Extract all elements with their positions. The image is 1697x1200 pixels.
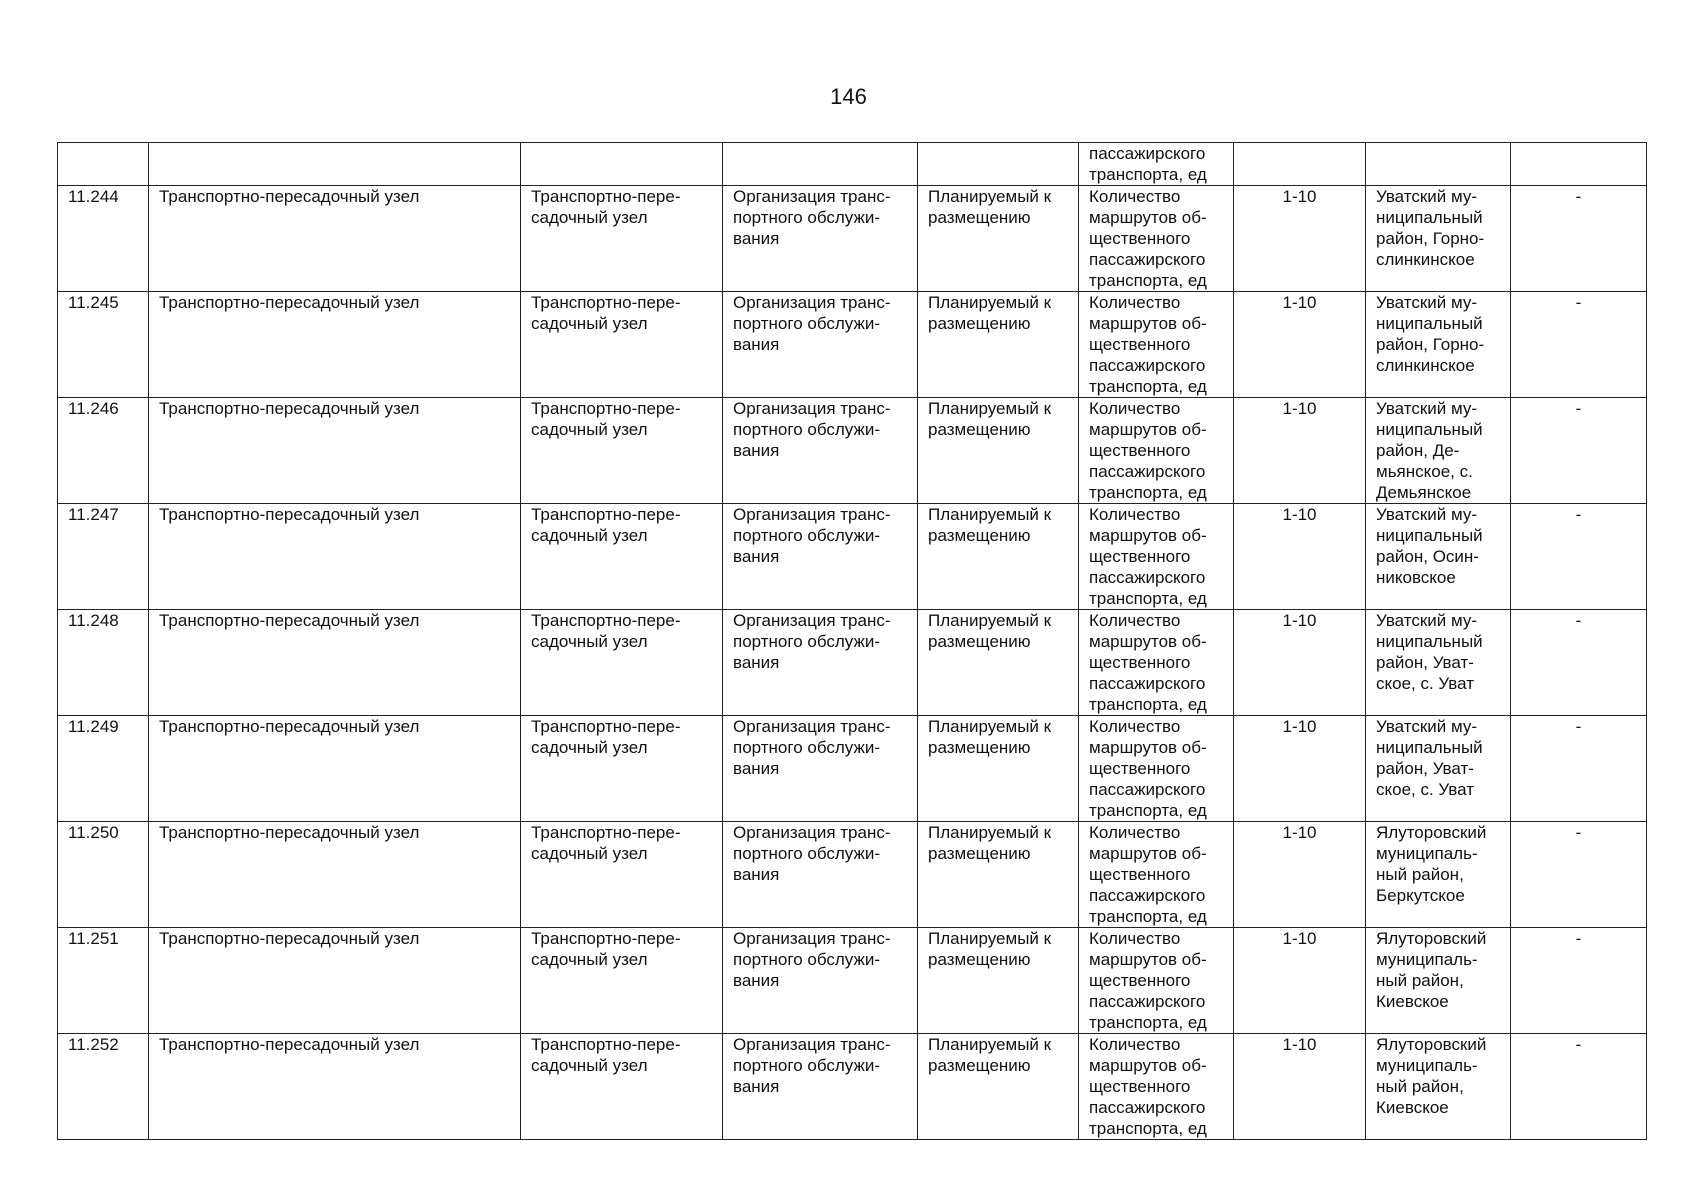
cell-indicator xyxy=(1079,186,1234,292)
value-text: 1-10 xyxy=(1282,929,1317,948)
cell-name xyxy=(149,928,521,1034)
cell-type xyxy=(521,292,723,398)
cell-zone xyxy=(1511,1034,1647,1140)
zone-text: - xyxy=(1575,505,1582,524)
type-text: Транспортно-пере- садочный узел xyxy=(531,611,681,651)
cell-type xyxy=(521,1034,723,1140)
num-text: 11.248 xyxy=(68,611,119,630)
value-text: 1-10 xyxy=(1282,823,1317,842)
cell-purpose xyxy=(723,610,918,716)
cell-location xyxy=(1366,822,1511,928)
type-text: Транспортно-пере- садочный узел xyxy=(531,823,681,863)
cell-type xyxy=(521,398,723,504)
cell-value xyxy=(1234,143,1366,186)
zone-text: - xyxy=(1575,293,1582,312)
zone-text: - xyxy=(1575,823,1582,842)
name-text: Транспортно-пересадочный узел xyxy=(159,187,420,206)
type-text: Транспортно-пере- садочный узел xyxy=(531,187,681,227)
status-text: Планируемый к размещению xyxy=(928,823,1052,863)
status-text: Планируемый к размещению xyxy=(928,1035,1052,1075)
cell-name xyxy=(149,398,521,504)
cell-status xyxy=(918,610,1079,716)
cell-type xyxy=(521,822,723,928)
cell-status xyxy=(918,822,1079,928)
cell-num xyxy=(58,292,149,398)
purpose-text: Организация транс- портного обслужи- вания xyxy=(733,717,891,778)
purpose-text: Организация транс- портного обслужи- вания xyxy=(733,611,891,672)
cell-num xyxy=(58,928,149,1034)
cell-status xyxy=(918,292,1079,398)
cell-location xyxy=(1366,504,1511,610)
location-text: Ялуторовский муниципаль- ный район, Киевское xyxy=(1376,929,1487,1011)
cell-purpose xyxy=(723,716,918,822)
purpose-text: Организация транс- портного обслужи- вания xyxy=(733,505,891,566)
num-text: 11.251 xyxy=(68,929,119,948)
name-text: Транспортно-пересадочный узел xyxy=(159,717,420,736)
cell-zone xyxy=(1511,186,1647,292)
zone-text: - xyxy=(1575,1035,1582,1054)
purpose-text: Организация транс- портного обслужи- вания xyxy=(733,823,891,884)
status-text: Планируемый к размещению xyxy=(928,399,1052,439)
purpose-text: Организация транс- портного обслужи- вания xyxy=(733,929,891,990)
location-text: Уватский му- ниципальный район, Горно- слинкинское xyxy=(1376,187,1485,269)
type-text: Транспортно-пере- садочный узел xyxy=(531,929,681,969)
cell-num xyxy=(58,716,149,822)
status-text: Планируемый к размещению xyxy=(928,505,1052,545)
table-row xyxy=(58,398,1647,504)
purpose-text: Организация транс- портного обслужи- вания xyxy=(733,399,891,460)
value-text: 1-10 xyxy=(1282,505,1317,524)
cell-zone xyxy=(1511,292,1647,398)
cell-purpose xyxy=(723,1034,918,1140)
cell-name xyxy=(149,610,521,716)
cell-type xyxy=(521,504,723,610)
indicator-text: Количество маршрутов об- щественного пассажирского транспорта, ед xyxy=(1089,717,1207,820)
name-text: Транспортно-пересадочный узел xyxy=(159,399,420,418)
location-text: Уватский му- ниципальный район, Де- мьянское, с. Демьянское xyxy=(1376,399,1483,502)
cell-value xyxy=(1234,1034,1366,1140)
cell-indicator xyxy=(1079,716,1234,822)
indicator-text: Количество маршрутов об- щественного пассажирского транспорта, ед xyxy=(1089,399,1207,502)
cell-num xyxy=(58,143,149,186)
location-text: Уватский му- ниципальный район, Уват- ское, с. Уват xyxy=(1376,717,1483,799)
cell-value xyxy=(1234,504,1366,610)
cell-location xyxy=(1366,1034,1511,1140)
zone-text: - xyxy=(1575,929,1582,948)
status-text: Планируемый к размещению xyxy=(928,717,1052,757)
cell-status xyxy=(918,716,1079,822)
cell-type xyxy=(521,610,723,716)
num-text: 11.252 xyxy=(68,1035,119,1054)
indicator-text: Количество маршрутов об- щественного пассажирского транспорта, ед xyxy=(1089,611,1207,714)
cell-indicator xyxy=(1079,610,1234,716)
cell-status xyxy=(918,504,1079,610)
name-text: Транспортно-пересадочный узел xyxy=(159,929,420,948)
cell-location xyxy=(1366,928,1511,1034)
zone-text: - xyxy=(1575,399,1582,418)
name-text: Транспортно-пересадочный узел xyxy=(159,1035,420,1054)
cell-num xyxy=(58,822,149,928)
table-body xyxy=(58,143,1647,1140)
cell-name xyxy=(149,1034,521,1140)
type-text: Транспортно-пере- садочный узел xyxy=(531,717,681,757)
cell-indicator xyxy=(1079,822,1234,928)
cell-type xyxy=(521,928,723,1034)
purpose-text: Организация транс- портного обслужи- вания xyxy=(733,1035,891,1096)
cell-type xyxy=(521,186,723,292)
type-text: Транспортно-пере- садочный узел xyxy=(531,293,681,333)
registry-table xyxy=(57,142,1647,1140)
cell-value xyxy=(1234,292,1366,398)
cell-num xyxy=(58,186,149,292)
cell-zone xyxy=(1511,398,1647,504)
indicator-text: Количество маршрутов об- щественного пассажирского транспорта, ед xyxy=(1089,505,1207,608)
cell-type xyxy=(521,716,723,822)
cell-status xyxy=(918,143,1079,186)
num-text: 11.244 xyxy=(68,187,119,206)
cell-location xyxy=(1366,398,1511,504)
location-text: Ялуторовский муниципаль- ный район, Киевское xyxy=(1376,1035,1487,1117)
page-number: 146 xyxy=(830,84,867,109)
cell-purpose xyxy=(723,143,918,186)
cell-value xyxy=(1234,186,1366,292)
value-text: 1-10 xyxy=(1282,717,1317,736)
cell-status xyxy=(918,186,1079,292)
cell-name xyxy=(149,292,521,398)
cell-purpose xyxy=(723,398,918,504)
zone-text: - xyxy=(1575,611,1582,630)
cell-name xyxy=(149,186,521,292)
num-text: 11.250 xyxy=(68,823,119,842)
name-text: Транспортно-пересадочный узел xyxy=(159,293,420,312)
cell-zone xyxy=(1511,716,1647,822)
cell-indicator xyxy=(1079,1034,1234,1140)
name-text: Транспортно-пересадочный узел xyxy=(159,823,420,842)
cell-name xyxy=(149,143,521,186)
cell-value xyxy=(1234,610,1366,716)
cell-indicator xyxy=(1079,143,1234,186)
cell-name xyxy=(149,716,521,822)
cell-indicator xyxy=(1079,504,1234,610)
indicator-text: Количество маршрутов об- щественного пассажирского транспорта, ед xyxy=(1089,187,1207,290)
location-text: Уватский му- ниципальный район, Уват- ское, с. Уват xyxy=(1376,611,1483,693)
table-row xyxy=(58,292,1647,398)
cell-num xyxy=(58,398,149,504)
indicator-text: Количество маршрутов об- щественного пассажирского транспорта, ед xyxy=(1089,1035,1207,1138)
table-row xyxy=(58,504,1647,610)
cell-purpose xyxy=(723,504,918,610)
cell-name xyxy=(149,822,521,928)
type-text: Транспортно-пере- садочный узел xyxy=(531,399,681,439)
status-text: Планируемый к размещению xyxy=(928,293,1052,333)
cell-zone xyxy=(1511,143,1647,186)
num-text: 11.245 xyxy=(68,293,119,312)
indicator-text: пассажирского транспорта, ед xyxy=(1089,144,1207,184)
table-row xyxy=(58,928,1647,1034)
cell-zone xyxy=(1511,928,1647,1034)
table-row xyxy=(58,822,1647,928)
cell-location xyxy=(1366,292,1511,398)
name-text: Транспортно-пересадочный узел xyxy=(159,505,420,524)
value-text: 1-10 xyxy=(1282,187,1317,206)
type-text: Транспортно-пере- садочный узел xyxy=(531,505,681,545)
cell-value xyxy=(1234,928,1366,1034)
cell-indicator xyxy=(1079,398,1234,504)
indicator-text: Количество маршрутов об- щественного пассажирского транспорта, ед xyxy=(1089,929,1207,1032)
cell-zone xyxy=(1511,504,1647,610)
location-text: Уватский му- ниципальный район, Горно- слинкинское xyxy=(1376,293,1485,375)
purpose-text: Организация транс- портного обслужи- вания xyxy=(733,187,891,248)
table-row xyxy=(58,1034,1647,1140)
value-text: 1-10 xyxy=(1282,293,1317,312)
cell-num xyxy=(58,1034,149,1140)
cell-location xyxy=(1366,186,1511,292)
cell-purpose xyxy=(723,928,918,1034)
status-text: Планируемый к размещению xyxy=(928,611,1052,651)
cell-value xyxy=(1234,716,1366,822)
table-row xyxy=(58,716,1647,822)
location-text: Уватский му- ниципальный район, Осин- никовское xyxy=(1376,505,1483,587)
cell-indicator xyxy=(1079,928,1234,1034)
cell-type xyxy=(521,143,723,186)
zone-text: - xyxy=(1575,717,1582,736)
cell-status xyxy=(918,398,1079,504)
value-text: 1-10 xyxy=(1282,399,1317,418)
cell-num xyxy=(58,610,149,716)
cell-location xyxy=(1366,610,1511,716)
name-text: Транспортно-пересадочный узел xyxy=(159,611,420,630)
cell-indicator xyxy=(1079,292,1234,398)
indicator-text: Количество маршрутов об- щественного пассажирского транспорта, ед xyxy=(1089,823,1207,926)
table-row xyxy=(58,186,1647,292)
status-text: Планируемый к размещению xyxy=(928,187,1052,227)
cell-status xyxy=(918,1034,1079,1140)
num-text: 11.246 xyxy=(68,399,119,418)
cell-zone xyxy=(1511,610,1647,716)
zone-text: - xyxy=(1575,187,1582,206)
cell-value xyxy=(1234,398,1366,504)
num-text: 11.247 xyxy=(68,505,119,524)
cell-status xyxy=(918,928,1079,1034)
cell-value xyxy=(1234,822,1366,928)
table-row xyxy=(58,610,1647,716)
indicator-text: Количество маршрутов об- щественного пассажирского транспорта, ед xyxy=(1089,293,1207,396)
num-text: 11.249 xyxy=(68,717,119,736)
value-text: 1-10 xyxy=(1282,611,1317,630)
value-text: 1-10 xyxy=(1282,1035,1317,1054)
cell-purpose xyxy=(723,292,918,398)
table-row-continuation xyxy=(58,143,1647,186)
cell-location xyxy=(1366,716,1511,822)
status-text: Планируемый к размещению xyxy=(928,929,1052,969)
cell-num xyxy=(58,504,149,610)
cell-name xyxy=(149,504,521,610)
location-text: Ялуторовский муниципаль- ный район, Беркутское xyxy=(1376,823,1487,905)
cell-zone xyxy=(1511,822,1647,928)
cell-purpose xyxy=(723,822,918,928)
purpose-text: Организация транс- портного обслужи- вания xyxy=(733,293,891,354)
cell-purpose xyxy=(723,186,918,292)
type-text: Транспортно-пере- садочный узел xyxy=(531,1035,681,1075)
cell-location xyxy=(1366,143,1511,186)
